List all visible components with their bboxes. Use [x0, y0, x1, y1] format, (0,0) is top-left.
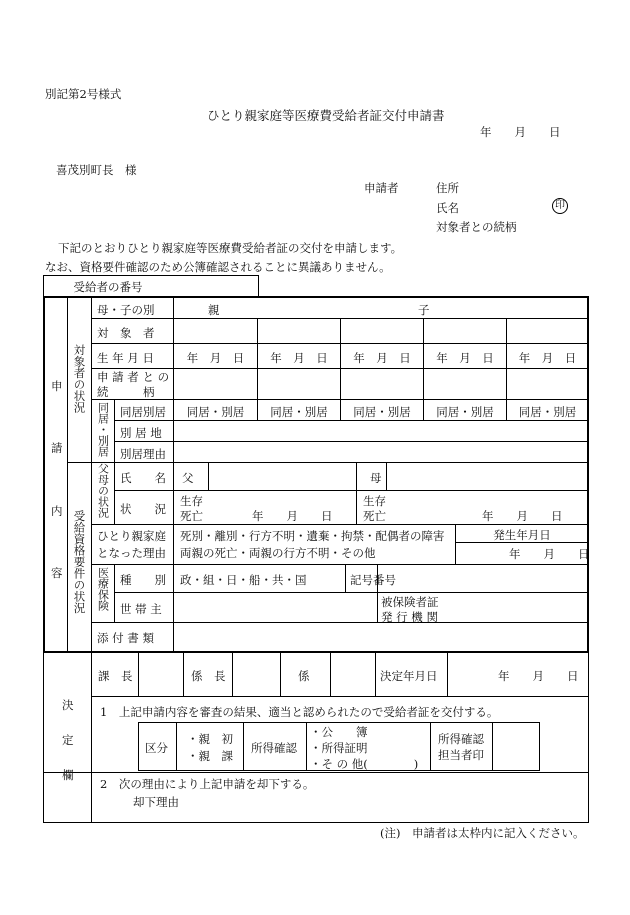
- income-officer-label-2: 担当者印: [438, 748, 484, 762]
- name-label: 氏名: [436, 201, 459, 215]
- parent-header: 親: [208, 303, 220, 317]
- cohabit-child-4: 同居・別居: [518, 405, 577, 419]
- reason-options-2: 両親の死亡・両親の行方不明・その他: [180, 546, 376, 560]
- birthdate-label: 生 年 月 日: [97, 351, 154, 365]
- child-header: 子: [418, 303, 430, 317]
- insured-card-issuer-1: 被保険者証: [381, 595, 439, 609]
- cohabit-child-1: 同居・別居: [270, 405, 328, 419]
- cohabit-label: 同居別居: [120, 405, 166, 419]
- cohabit-child-2: 同居・別居: [353, 405, 411, 419]
- single-parent-reason-label-2: となった理由: [97, 546, 166, 560]
- group-requirements: 受給資格要件の状況: [72, 510, 87, 614]
- footer-note: (注) 申請者は太枠内に記入ください。: [380, 826, 585, 840]
- household-head-label: 世 帯 主: [120, 602, 162, 616]
- birthdate-child-3: 年 月 日: [436, 351, 494, 365]
- outer-side-3: 内: [51, 504, 63, 518]
- parents-group-label: 父母の状況: [96, 463, 110, 518]
- application-date: 年 月 日: [480, 125, 561, 139]
- separate-reason-label: 別居理由: [120, 447, 166, 461]
- income-check-label: 所得確認: [251, 741, 297, 755]
- decision-item-2: 2 次の理由により上記申請を却下する。: [100, 777, 315, 791]
- relation-label: 対象者との続柄: [436, 220, 517, 234]
- decision-side-1: 決: [62, 698, 74, 712]
- cohabit-group-label: 同居・別居: [96, 402, 110, 457]
- category-option-2: ・親 課: [187, 749, 233, 763]
- section-chief-label: 課 長: [98, 669, 133, 683]
- insurance-group-label: 医療保険: [96, 567, 110, 611]
- symbol-number-label: 記号番号: [350, 573, 396, 587]
- decision-date-label: 決定年月日: [380, 669, 438, 683]
- address-label: 住所: [436, 181, 459, 195]
- category-label: 区分: [145, 741, 168, 755]
- outer-side-4: 容: [51, 566, 63, 580]
- father-alive: 生存: [180, 494, 203, 508]
- income-option-1: ・公 簿: [310, 725, 368, 739]
- form-title: ひとり親家庭等医療費受給者証交付申請書: [207, 108, 445, 123]
- addressee: 喜茂別町長 様: [56, 163, 137, 177]
- status-label: 状 況: [120, 502, 166, 516]
- birthdate-child-4: 年 月 日: [518, 351, 577, 365]
- parent-child-label: 母・子の別: [97, 303, 155, 317]
- income-option-2: ・所得証明: [310, 741, 368, 755]
- staff-label: 係: [298, 669, 310, 683]
- insured-card-issuer-2: 発 行 機 関: [381, 610, 438, 624]
- cohabit-parent: 同居・別居: [186, 405, 245, 419]
- single-parent-reason-label-1: ひとり親家庭: [97, 529, 166, 543]
- reject-reason-label: 却下理由: [133, 795, 179, 809]
- income-officer-label-1: 所得確認: [438, 732, 484, 746]
- attachments-label: 添 付 書 類: [97, 631, 154, 645]
- statement-line-1: 下記のとおりひとり親家庭等医療費受給者証の交付を申請します。: [58, 241, 403, 255]
- insurance-type-label: 種 別: [120, 573, 166, 587]
- group-target-status: 対象者の状況: [72, 344, 87, 413]
- separate-place-label: 別 居 地: [120, 426, 162, 440]
- father-dead: 死亡: [180, 509, 203, 523]
- birthdate-child-1: 年 月 日: [270, 351, 328, 365]
- mother-death-date: 年 月 日: [482, 509, 563, 523]
- sub-chief-label: 係 長: [191, 669, 226, 683]
- cohabit-child-3: 同居・別居: [436, 405, 494, 419]
- statement-line-2: なお、資格要件確認のため公簿確認されることに異議ありません。: [45, 260, 391, 274]
- parent-name-label: 氏 名: [120, 471, 166, 485]
- decision-side-3: 欄: [62, 768, 74, 782]
- decision-date: 年 月 日: [498, 669, 579, 683]
- occurrence-date: 年 月 日: [509, 547, 590, 561]
- decision-item-1: 1 上記申請内容を審査の結果、適当と認められたので受給者証を交付する。: [100, 705, 499, 719]
- applicant-label: 申請者: [364, 181, 399, 195]
- relation-row-label-1: 申 請 者 と の: [97, 370, 170, 384]
- mother-dead: 死亡: [363, 509, 386, 523]
- target-person-label: 対 象 者: [97, 326, 155, 340]
- seal-mark: 印: [552, 198, 568, 214]
- mother-alive: 生存: [363, 494, 386, 508]
- birthdate-parent: 年 月 日: [186, 351, 245, 365]
- outer-side-2: 請: [51, 441, 63, 455]
- income-option-3: ・そ の 他( ): [310, 757, 419, 771]
- outer-side-1: 申: [51, 379, 63, 393]
- recipient-number-label: 受給者の番号: [73, 280, 143, 294]
- decision-side-2: 定: [62, 733, 74, 747]
- occurrence-date-label: 発生年月日: [493, 528, 551, 542]
- category-option-1: ・親 初: [187, 732, 233, 746]
- reason-options-1: 死別・離別・行方不明・遺棄・拘禁・配偶者の障害: [180, 529, 445, 543]
- relation-row-label-2: 続 柄: [97, 385, 155, 399]
- mother-label: 母: [370, 471, 382, 485]
- father-death-date: 年 月 日: [252, 509, 333, 523]
- birthdate-child-2: 年 月 日: [353, 351, 411, 365]
- insurance-type-options: 政・組・日・船・共・国: [180, 573, 307, 587]
- father-label: 父: [182, 471, 194, 485]
- form-number: 別記第2号様式: [45, 87, 122, 101]
